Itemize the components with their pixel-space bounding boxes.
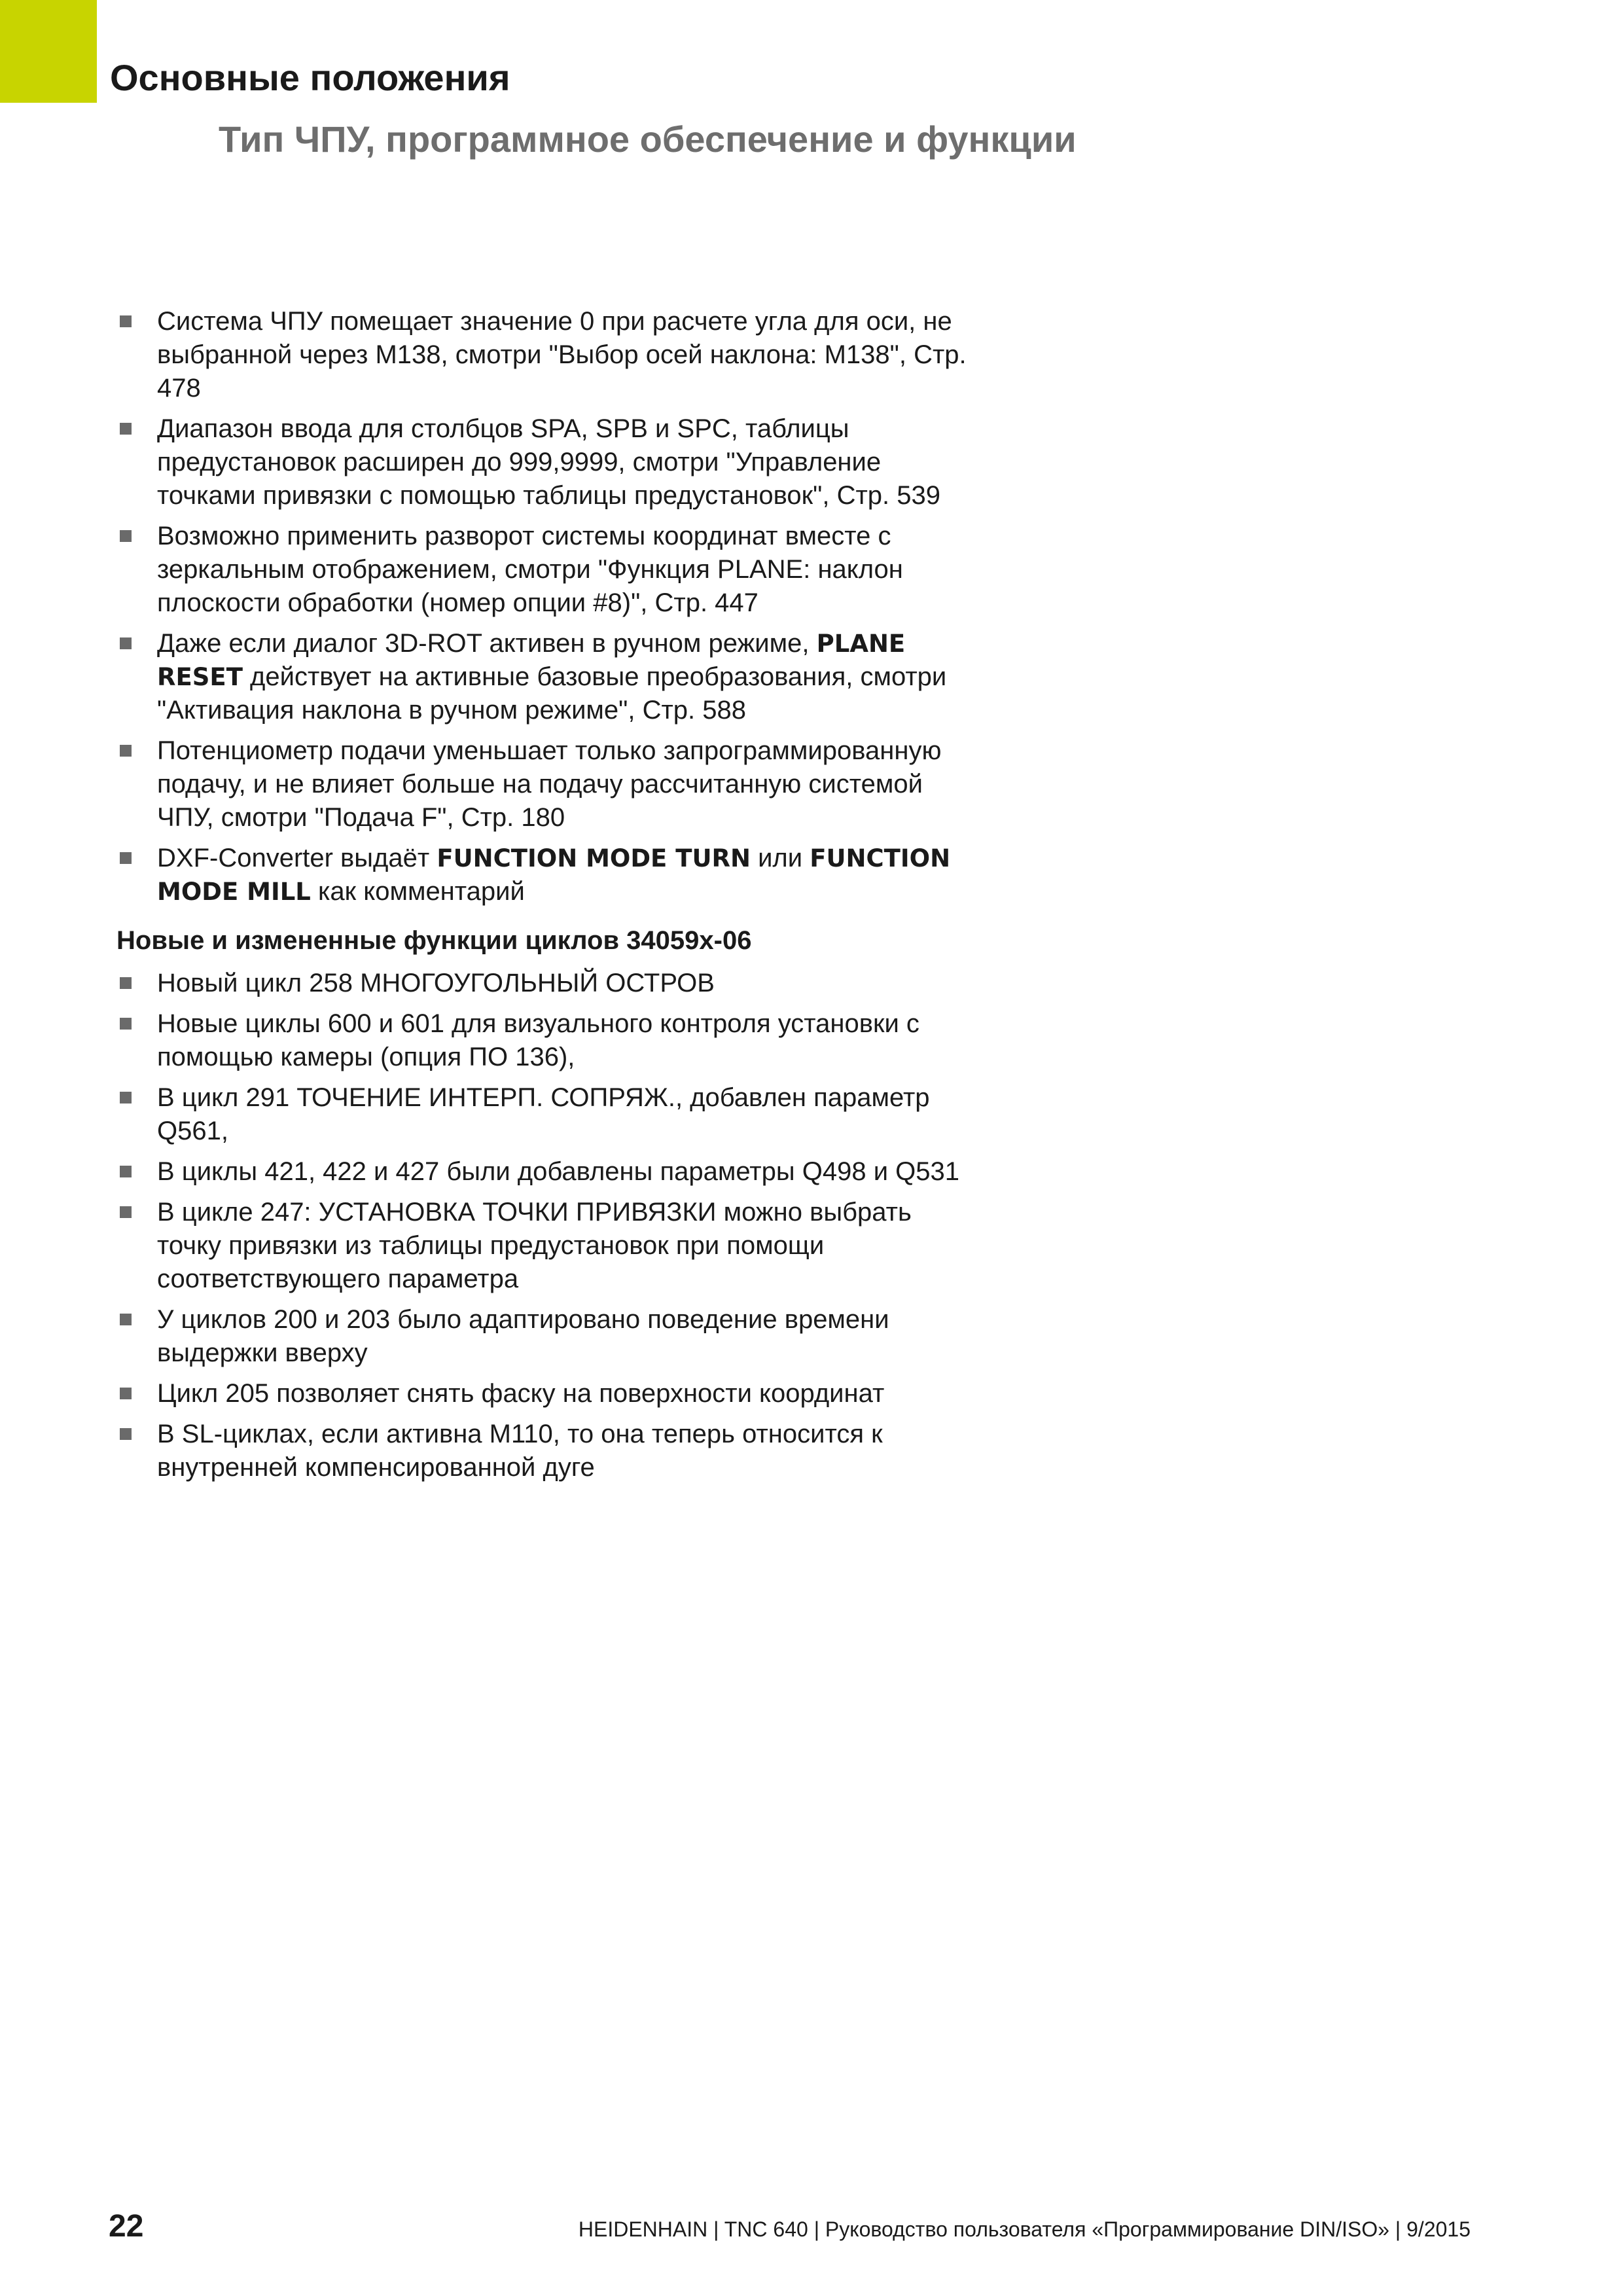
square-bullet-icon bbox=[120, 977, 132, 989]
item-text: действует на активные базовые преобразования, смотри "Активация наклона в ручном режиме", Стр. 588 bbox=[157, 662, 947, 725]
square-bullet-icon bbox=[120, 1388, 132, 1399]
square-bullet-icon bbox=[120, 530, 132, 542]
item-text: Даже если диалог 3D-ROT активен в ручном режиме, bbox=[157, 629, 817, 658]
list-item bbox=[116, 842, 967, 908]
square-bullet-icon bbox=[120, 1018, 132, 1030]
main-content bbox=[116, 305, 967, 1492]
chapter-title: Основные положения bbox=[110, 57, 510, 98]
item-text: как комментарий bbox=[310, 877, 525, 906]
square-bullet-icon bbox=[120, 1206, 132, 1218]
square-bullet-icon bbox=[120, 637, 132, 649]
keyword-text: FUNCTION MODE MILL bbox=[157, 844, 951, 906]
item-text: Диапазон ввода для столбцов SPA, SPB и SPC, таблицы предустановок расширен до 999,9999, смотри "Управление точками привязки с помощью таблицы предустановок", Стр. 539 bbox=[157, 414, 940, 510]
item-text: DXF-Converter выдаёт bbox=[157, 844, 437, 872]
page-number: 22 bbox=[109, 2209, 144, 2244]
item-text: У циклов 200 и 203 было адаптировано поведение времени выдержки вверху bbox=[157, 1305, 889, 1367]
square-bullet-icon bbox=[120, 423, 132, 435]
square-bullet-icon bbox=[120, 1092, 132, 1103]
keyword-text: FUNCTION MODE TURN bbox=[437, 844, 751, 872]
square-bullet-icon bbox=[120, 1314, 132, 1325]
list-item bbox=[116, 412, 967, 512]
item-text: В циклы 421, 422 и 427 были добавлены параметры Q498 и Q531 bbox=[157, 1157, 959, 1186]
list-item bbox=[116, 1081, 967, 1148]
list-item bbox=[116, 1377, 967, 1410]
keyword-text: PLANE RESET bbox=[157, 630, 906, 691]
item-text: или bbox=[750, 844, 810, 872]
item-text: Новый цикл 258 МНОГОУГОЛЬНЫЙ ОСТРОВ bbox=[157, 969, 715, 997]
item-text: Система ЧПУ помещает значение 0 при расчете угла для оси, не выбранной через M138, смотри "Выбор осей наклона: M138", Стр. 478 bbox=[157, 307, 967, 403]
item-text: Новые циклы 600 и 601 для визуального контроля установки с помощью камеры (опция ПО 136), bbox=[157, 1009, 919, 1071]
list-item bbox=[116, 627, 967, 727]
feature-list bbox=[116, 305, 967, 908]
square-bullet-icon bbox=[120, 1166, 132, 1177]
square-bullet-icon bbox=[120, 315, 132, 327]
square-bullet-icon bbox=[120, 1428, 132, 1440]
list-item bbox=[116, 967, 967, 1000]
cycle-feature-list bbox=[116, 967, 967, 1484]
item-text: В цикл 291 ТОЧЕНИЕ ИНТЕРП. СОПРЯЖ., добавлен параметр Q561, bbox=[157, 1083, 930, 1145]
item-text: В SL-циклах, если активна M110, то она теперь относится к внутренней компенсированной дуге bbox=[157, 1420, 883, 1482]
list-item bbox=[116, 1155, 967, 1189]
list-item bbox=[116, 520, 967, 620]
item-text: В цикле 247: УСТАНОВКА ТОЧКИ ПРИВЯЗКИ можно выбрать точку привязки из таблицы предустановок при помощи соответствующего параметра bbox=[157, 1198, 912, 1293]
list-item bbox=[116, 305, 967, 405]
section-title: Тип ЧПУ, программное обеспечение и функции bbox=[219, 118, 1077, 160]
item-text: Цикл 205 позволяет снять фаску на поверхности координат bbox=[157, 1379, 885, 1408]
item-text: Возможно применить разворот системы координат вместе с зеркальным отображением, смотри "Функция PLANE: наклон плоскости обработки (номер опции #8)", Стр. 447 bbox=[157, 522, 903, 617]
item-text: Потенциометр подачи уменьшает только запрограммированную подачу, и не влияет больше на подачу рассчитанную системой ЧПУ, смотри "Подача F", Стр. 180 bbox=[157, 736, 942, 832]
list-item bbox=[116, 1007, 967, 1074]
list-item bbox=[116, 734, 967, 834]
square-bullet-icon bbox=[120, 745, 132, 757]
list-item bbox=[116, 1303, 967, 1370]
footer-text: HEIDENHAIN | TNC 640 | Руководство пользователя «Программирование DIN/ISO» | 9/2015 bbox=[578, 2217, 1471, 2241]
list-item bbox=[116, 1196, 967, 1296]
accent-block bbox=[0, 0, 97, 103]
list-item bbox=[116, 1418, 967, 1484]
square-bullet-icon bbox=[120, 852, 132, 864]
sub-heading: Новые и измененные функции циклов 34059x-06 bbox=[116, 926, 752, 955]
